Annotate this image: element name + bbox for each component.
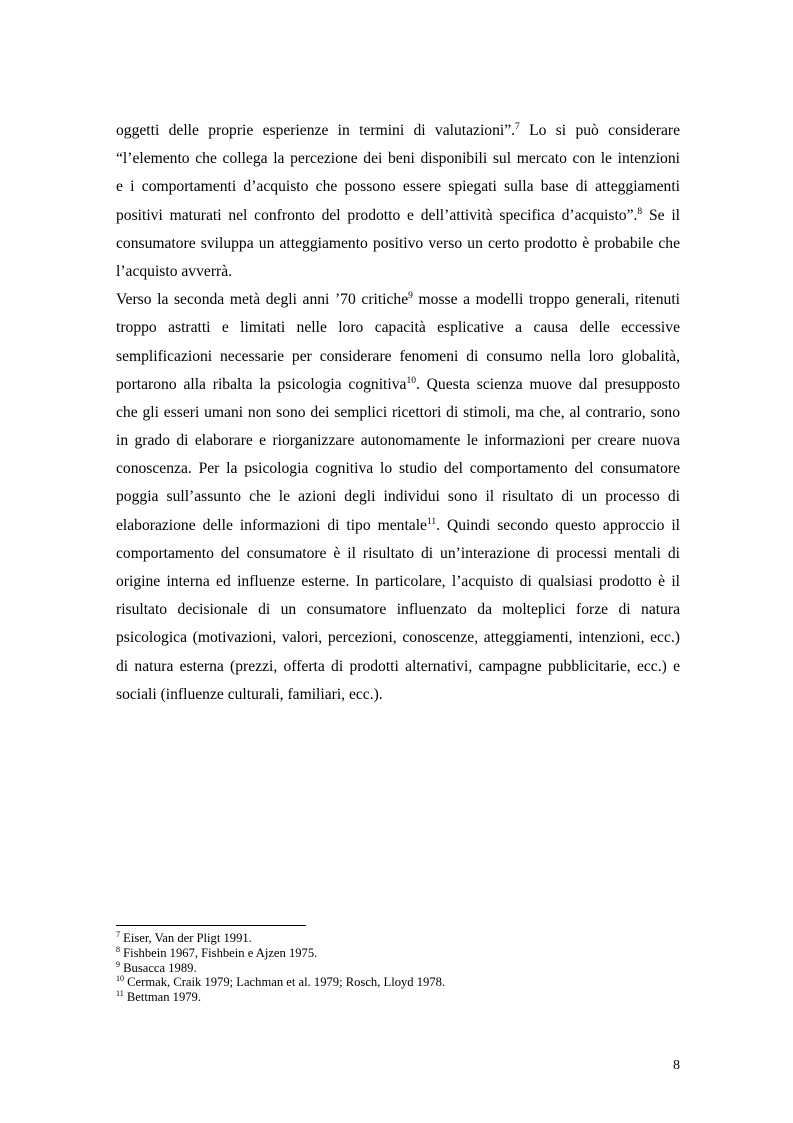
body-text-run: “l’elemento che collega la percezione dei beni disponibili sul mercato con le intenzioni: [116, 150, 680, 168]
footnote-separator: [116, 925, 306, 926]
body-text-run: Se il: [642, 206, 680, 224]
body-text-run: e i comportamenti d’acquisto che possono essere spiegati sulla base di atteggiamenti: [116, 178, 680, 196]
body-line: [116, 145, 680, 173]
body-text-run: di natura esterna (prezzi, offerta di prodotti alternativi, campagne pubblicitarie, ecc.) e: [116, 657, 680, 675]
body-line: [116, 343, 680, 371]
body-text-run: conoscenza. Per la psicologia cognitiva lo studio del comportamento del consumatore: [116, 460, 680, 478]
footnote-text: Busacca 1989.: [120, 960, 197, 975]
footnote: [116, 931, 680, 946]
footnote-ref: 9: [408, 291, 413, 302]
footnote-ref: 11: [426, 516, 437, 527]
footnote-ref: 10: [406, 375, 416, 386]
body-text-run: in grado di elaborare e riorganizzare autonomamente le informazioni per creare nuova: [116, 432, 680, 450]
body-line: [116, 681, 680, 709]
footnote-text: Cermak, Craik 1979; Lachman et al. 1979; Rosch, Lloyd 1978.: [124, 975, 446, 990]
footnote-number: 10: [116, 974, 124, 984]
body-line: [116, 202, 680, 230]
body-line: [116, 399, 680, 427]
footnote: [116, 946, 680, 961]
body-text: [116, 117, 680, 709]
body-line: [116, 624, 680, 652]
footnote: [116, 975, 680, 990]
body-text-run: Verso la seconda metà degli anni ’70 critiche: [116, 291, 409, 309]
body-text-run: positivi maturati nel confronto del prodotto e dell’attività specifica d’acquisto”.: [116, 206, 638, 224]
body-text-run: portarono alla ribalta la psicologia cognitiva: [116, 375, 407, 393]
page-number: 8: [673, 1058, 680, 1073]
footnote-text: Bettman 1979.: [123, 990, 202, 1005]
body-text-run: sociali (influenze culturali, familiari, ecc.).: [116, 685, 383, 703]
body-text-run: che gli esseri umani non sono dei semplici ricettori di stimoli, ma che, al contrario, sono: [116, 403, 680, 421]
body-text-run: . Quindi secondo questo approccio il: [436, 516, 680, 534]
body-line: [116, 371, 680, 399]
body-line: [116, 512, 680, 540]
body-text-run: troppo astratti e limitati nelle loro capacità esplicative a causa delle eccessive: [116, 319, 680, 337]
body-line: [116, 286, 680, 314]
footnote-number: 7: [116, 930, 120, 939]
body-text-run: semplificazioni necessarie per considerare fenomeni di consumo nella loro globalità,: [116, 347, 680, 365]
body-line: [116, 540, 680, 568]
body-text-run: risultato decisionale di un consumatore influenzato da molteplici forze di natura: [116, 601, 680, 619]
body-text-run: l’acquisto avverrà.: [116, 262, 233, 280]
footnote: [116, 990, 680, 1005]
body-text-run: oggetti delle proprie esperienze in termini di valutazioni”.: [116, 122, 516, 139]
footnote-ref: 8: [637, 206, 643, 217]
body-line: [116, 314, 680, 342]
body-text-run: Lo si può considerare: [519, 122, 681, 139]
body-text-run: . Questa scienza muove dal presupposto: [415, 375, 680, 393]
body-line: [116, 258, 680, 286]
body-text-run: poggia sull’assunto che le azioni degli individui sono il risultato di un processo di: [116, 488, 680, 506]
body-line: [116, 455, 680, 483]
footnote-number: 8: [116, 944, 120, 954]
body-line: [116, 427, 680, 455]
body-line: [116, 173, 680, 201]
footnote-number: 11: [116, 989, 124, 999]
body-line: [116, 117, 680, 145]
body-text-run: elaborazione delle informazioni di tipo mentale: [116, 516, 427, 534]
footnote: [116, 961, 680, 976]
body-text-run: origine interna ed influenze esterne. In particolare, l’acquisto di qualsiasi prodotto è il: [116, 573, 680, 590]
body-line: [116, 483, 680, 511]
body-line: [116, 230, 680, 258]
body-line: [116, 596, 680, 624]
body-line: [116, 653, 680, 681]
footnote-text: Fishbein 1967, Fishbein e Ajzen 1975.: [120, 945, 318, 960]
body-line: [116, 568, 680, 596]
footnotes: [116, 931, 680, 1005]
footnote-ref: 7: [515, 122, 520, 132]
footnote-text: Eiser, Van der Pligt 1991.: [120, 931, 252, 945]
body-text-run: psicologica (motivazioni, valori, percezioni, conoscenze, atteggiamenti, intenzioni, ecc.): [116, 629, 680, 647]
body-text-run: mosse a modelli troppo generali, ritenuti: [412, 291, 680, 309]
body-text-run: comportamento del consumatore è il risultato di un’interazione di processi mentali di: [116, 544, 680, 562]
footnote-number: 9: [116, 959, 120, 969]
body-text-run: consumatore sviluppa un atteggiamento positivo verso un certo prodotto è probabile che: [116, 234, 680, 252]
